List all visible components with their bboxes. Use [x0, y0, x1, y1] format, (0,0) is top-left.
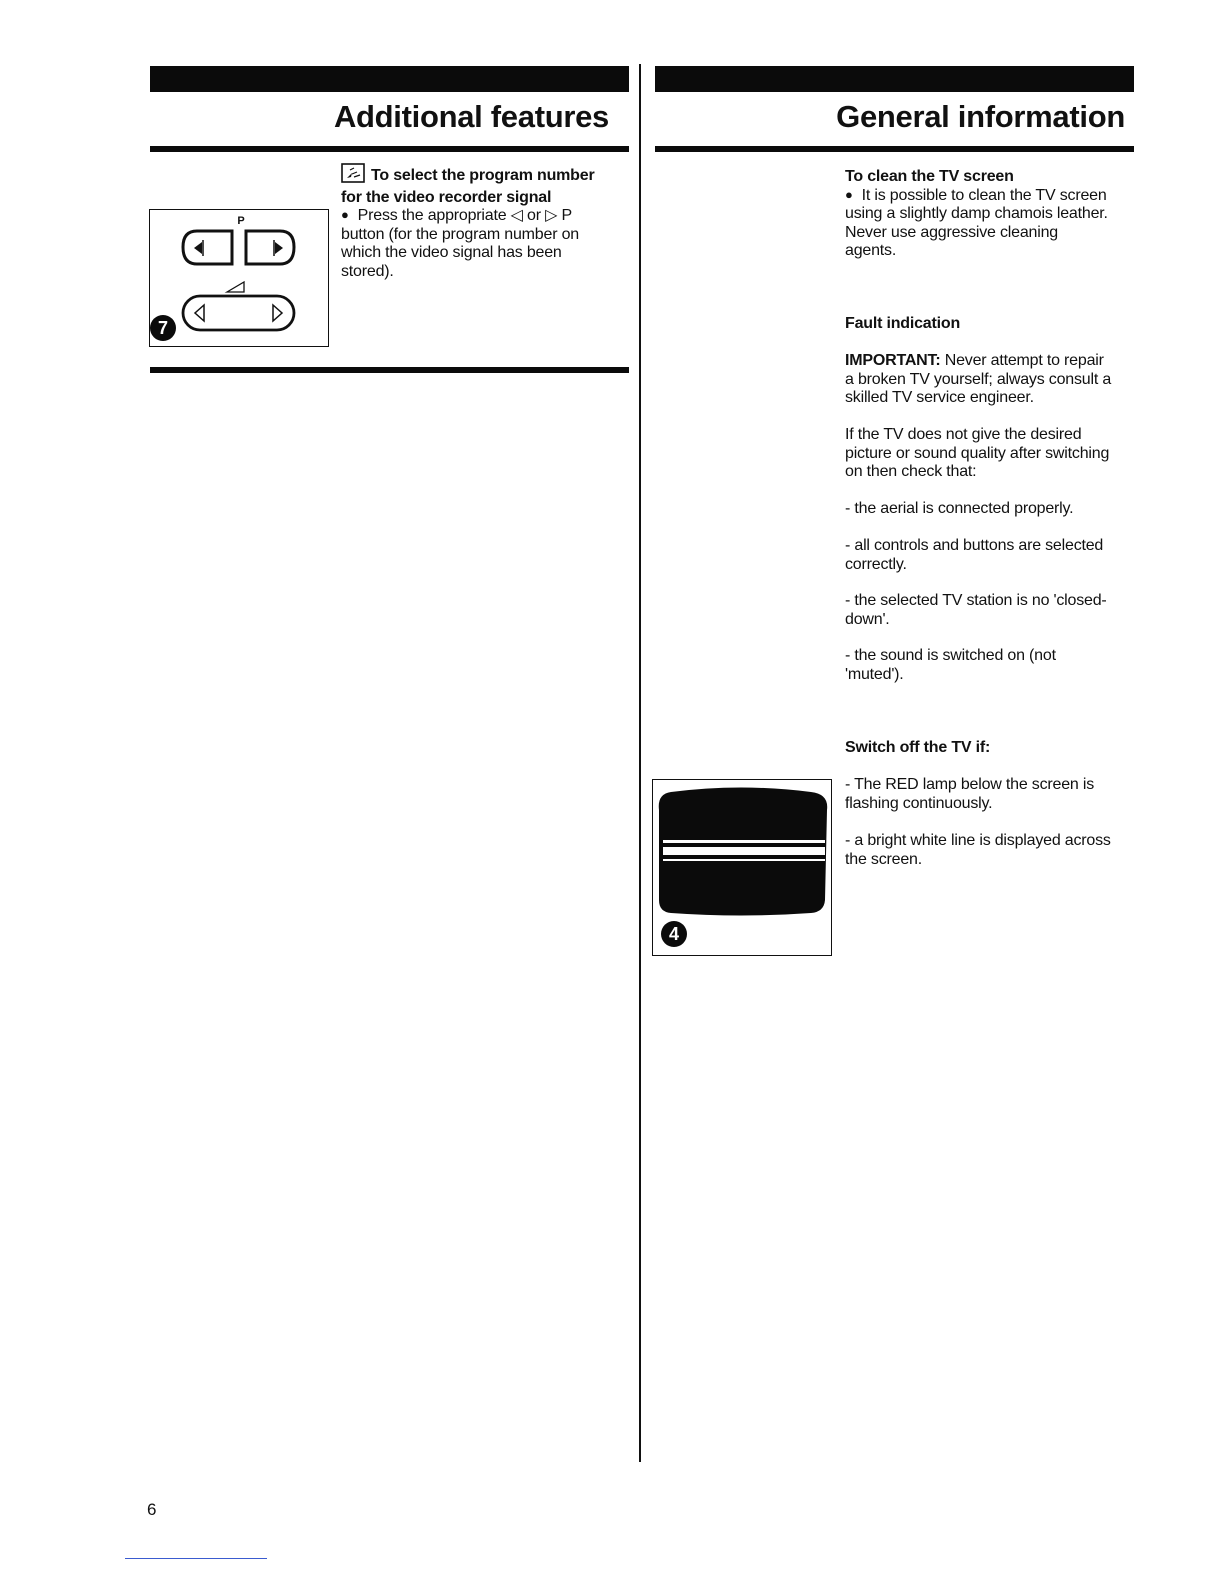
check2-line1: - all controls and buttons are selected [845, 537, 1104, 554]
fault-title: Fault indication [845, 315, 961, 332]
page-number: 6 [147, 1500, 157, 1519]
item2-line2: the screen. [845, 850, 922, 868]
important-line3: skilled TV service engineer. [845, 389, 1034, 406]
right-header-bar [655, 66, 1134, 92]
feature-line3: which the video signal has been [341, 244, 562, 261]
check1-text: - the aerial is connected properly. [845, 500, 1074, 517]
clean-screen-section [845, 168, 1145, 261]
switch-off-item-2 [845, 832, 1145, 869]
figure-number-badge: 4 [661, 921, 687, 947]
clean-line1: ● It is possible to clean the TV screen [845, 187, 1145, 206]
check3-line2: down'. [845, 610, 890, 628]
important-line2: a broken TV yourself; always consult a [845, 370, 1112, 388]
feature-line1: ● Press the appropriate ◁ or ▷ P [341, 207, 631, 226]
figure-number-badge: 7 [150, 315, 176, 341]
remote-control-icon [341, 163, 365, 189]
program-up-button-icon [246, 231, 294, 264]
right-header-rule [655, 146, 1134, 152]
footer-rule [125, 1558, 267, 1559]
check2-line2: correctly. [845, 555, 907, 573]
clean-line3: Never use aggressive cleaning [845, 223, 1058, 241]
item1-line2: flashing continuously. [845, 794, 993, 812]
remote-buttons-figure [149, 209, 329, 347]
clean-line4: agents. [845, 242, 897, 259]
important-note [845, 352, 1145, 408]
important-label: IMPORTANT: [845, 352, 941, 369]
tv-screen-figure [652, 779, 832, 956]
left-section-end-rule [150, 367, 629, 373]
fault-intro [845, 426, 1145, 482]
clean-title: To clean the TV screen [845, 168, 1014, 185]
item2-line1: - a bright white line is displayed across [845, 832, 1111, 849]
clean-line2: using a slightly damp chamois leather. [845, 205, 1108, 222]
check-item-1 [845, 500, 1145, 519]
feature-line4: stored). [341, 262, 394, 280]
feature-line2: button (for the program number on [341, 225, 579, 243]
volume-rocker-icon [183, 296, 294, 330]
check-item-4 [845, 647, 1145, 684]
check4-line1: - the sound is switched on (not [845, 647, 1056, 664]
intro-line3: on then check that: [845, 463, 977, 480]
switch-off-title: Switch off the TV if: [845, 739, 991, 756]
feature-title-line1: To select the program number [371, 167, 595, 184]
feature-block [341, 163, 631, 281]
important-line1: Never attempt to repair [940, 352, 1104, 369]
check3-line1: - the selected TV station is no 'closed- [845, 592, 1107, 609]
left-header-rule [150, 146, 629, 152]
program-down-button-icon [183, 231, 232, 264]
feature-title-line2: for the video recorder signal [341, 188, 552, 206]
check4-line2: 'muted'). [845, 665, 904, 683]
column-divider [639, 64, 641, 1462]
check-item-3 [845, 592, 1145, 629]
feature-title [341, 163, 631, 189]
item1-line1: - The RED lamp below the screen is [845, 776, 1095, 793]
switch-off-item-1 [845, 776, 1145, 813]
check-item-2 [845, 537, 1145, 574]
left-section-title: Additional features [333, 99, 609, 134]
intro-line1: If the TV does not give the desired [845, 426, 1082, 443]
right-section-title: General information [836, 99, 1125, 134]
volume-icon [227, 282, 244, 292]
figure-p-label: P [237, 215, 245, 227]
left-header-bar [150, 66, 629, 92]
intro-line2: picture or sound quality after switching [845, 444, 1110, 462]
